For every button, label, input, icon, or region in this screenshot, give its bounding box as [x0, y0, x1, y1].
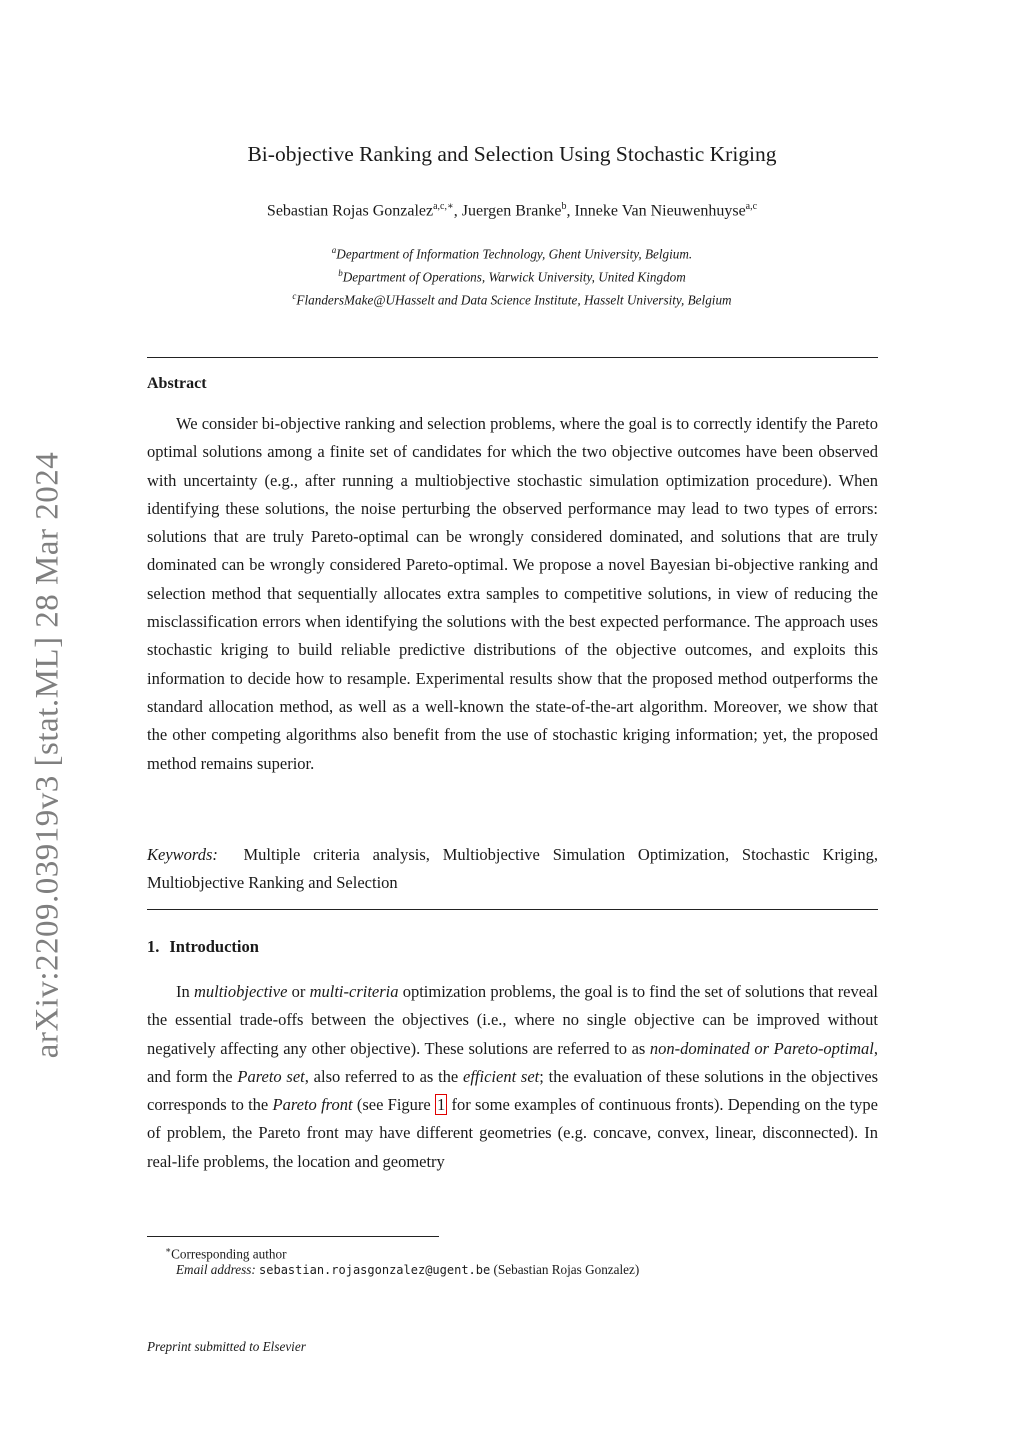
emphasis-term: efficient set	[463, 1066, 540, 1086]
affiliation-list	[100, 241, 924, 310]
section-heading	[147, 937, 259, 957]
text-run: , and form the	[147, 1038, 878, 1086]
preprint-note: Preprint submitted to Elsevier	[147, 1339, 306, 1354]
keywords	[147, 841, 878, 898]
footnote-rule	[147, 1236, 439, 1237]
author-affiliation-mark: a,c,∗	[433, 201, 454, 212]
abstract-body	[147, 410, 878, 778]
author-affiliation-mark: a,c	[745, 201, 758, 212]
author-name: Sebastian Rojas Gonzalez	[266, 202, 434, 220]
footnote-mark: ∗	[165, 1245, 172, 1255]
emphasis-term: Pareto set	[237, 1066, 305, 1086]
affiliation-text: Department of Operations, Warwick University, United Kingdom	[342, 269, 686, 285]
abstract-text: We consider bi-objective ranking and selection problems, where the goal is to correctly identify the Pareto optimal solutions among a finite set of candidates for which the two objective outcomes have been observed with uncertainty (e.g., after running a multiobjective stochastic simulation optimization procedure). When identifying these solutions, the noise perturbing the observed performance may lead to two types of errors: solutions that are truly Pareto-optimal can be wrongly considered dominated, and solutions that are truly dominated can be wrongly considered Pareto-optimal. We propose a novel Bayesian bi-objective ranking and selection method that sequentially allocates extra samples to competitive solutions, in view of reducing the misclassification errors when identifying the solutions with the best expected performance. The approach uses stochastic kriging to build reliable predictive distributions of the objective outcomes, and exploits this information to decide how to resample. Experimental results show that the proposed method outperforms the standard allocation method, as well as a well-known the state-of-the-art algorithm. Moreover, we show that the other competing algorithms also benefit from the use of stochastic kriging information; yet, the proposed method remains superior.	[147, 414, 878, 773]
author-name: Inneke Van Nieuwenhuyse	[574, 202, 746, 220]
footnote-text: Corresponding author	[171, 1246, 287, 1262]
affiliation	[100, 241, 924, 264]
author-name: Juergen Branke	[461, 202, 562, 220]
keywords-text: Multiple criteria analysis, Multiobjective Simulation Optimization, Stochastic Kriging, Multiobjective Ranking and Selection	[147, 845, 878, 893]
paper-title: Bi-objective Ranking and Selection Using Stochastic Kriging	[247, 142, 777, 166]
text-run: optimization problems, the goal is to find the set of solutions that reveal the essential trade-offs between the objectives (i.e., where no single objective can be improved without negatively affecting any other objective). These solutions are referred to as	[147, 982, 878, 1058]
text-run: or	[287, 982, 310, 1001]
introduction-paragraph	[147, 978, 878, 1176]
abstract-top-rule	[147, 357, 878, 358]
arxiv-identifier: arXiv:2209.03919v3 [stat.ML] 28 Mar 2024	[29, 451, 66, 1059]
author-separator: ,	[453, 202, 462, 220]
figure-reference-link[interactable]: 1	[437, 1095, 446, 1115]
email-owner: (Sebastian Rojas Gonzalez)	[493, 1262, 640, 1277]
author-affiliation-mark: b	[561, 201, 567, 212]
email-label: Email address:	[176, 1262, 256, 1277]
affiliation	[100, 287, 924, 310]
email-address[interactable]: sebastian.rojasgonzalez@ugent.be	[259, 1263, 491, 1277]
author-separator: ,	[566, 202, 575, 220]
footnote-email	[147, 1260, 916, 1280]
emphasis-term: non-dominated or Pareto-optimal	[649, 1038, 874, 1058]
text-run: In	[176, 982, 194, 1001]
emphasis-term: Pareto front	[272, 1095, 353, 1115]
emphasis-term: multiobjective	[193, 982, 288, 1001]
introduction-body	[147, 978, 878, 1176]
keywords-label: Keywords:	[147, 845, 218, 864]
affiliation-text: Department of Information Technology, Ghent University, Belgium.	[336, 246, 693, 262]
abstract-bottom-rule	[147, 909, 878, 910]
section-number: 1.	[147, 937, 160, 956]
affiliation	[100, 264, 924, 287]
section-title: Introduction	[169, 937, 259, 956]
text-run: , also referred to as the	[304, 1066, 464, 1086]
emphasis-term: multi-criteria	[309, 982, 399, 1001]
affiliation-mark: c	[292, 290, 297, 301]
arxiv-sidebar	[8, 440, 88, 1070]
author-list	[100, 201, 924, 220]
text-run: ; the evaluation of these solutions in the objectives corresponds to the	[147, 1066, 879, 1115]
affiliation-mark: a	[331, 245, 337, 255]
text-run: for some examples of continuous fronts). Depending on the type of problem, the Pareto front may have different geometries (e.g. concave, convex, linear, disconnected). In real-life problems, the location and geometry	[147, 1095, 878, 1171]
abstract-heading: Abstract	[147, 375, 207, 392]
affiliation-text: FlandersMake@UHasselt and Data Science Institute, Hasselt University, Belgium	[296, 292, 732, 308]
text-run: (see Figure	[352, 1095, 435, 1115]
affiliation-mark: b	[338, 267, 343, 278]
